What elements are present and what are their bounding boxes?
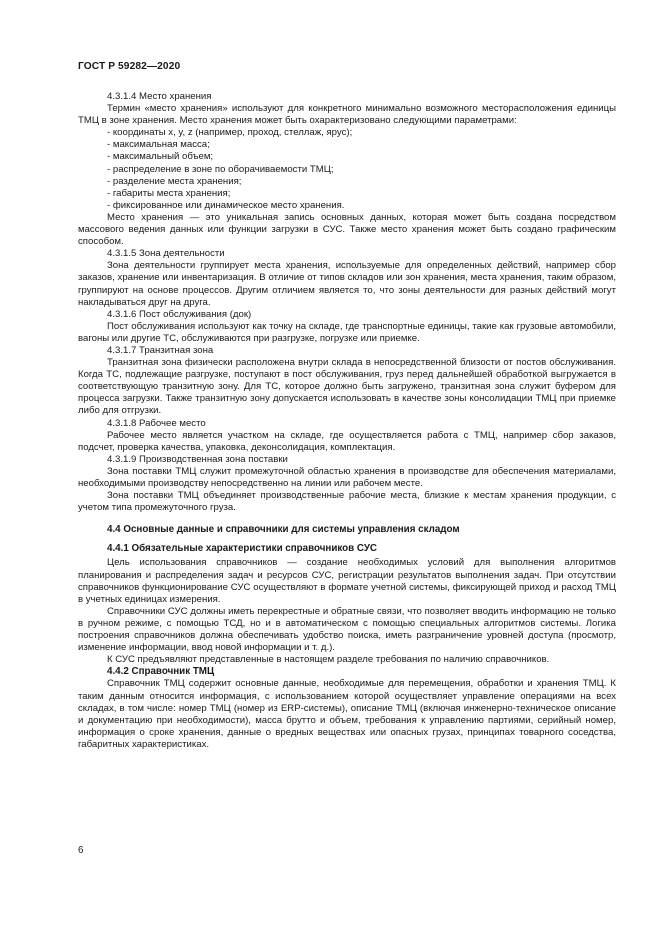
list-item: - фиксированное или динамическое место хранения.: [107, 199, 345, 211]
section-title-4-4: 4.4 Основные данные и справочники для системы управления складом: [107, 524, 460, 536]
paragraph: Рабочее место является участком на складе, где осуществляется работа с ТМЦ, например сбор заказов, подсчет, проверка качества, упаковка, деконсолидация, комплектация.: [78, 429, 616, 453]
standard-header: ГОСТ Р 59282—2020: [78, 61, 181, 72]
page-content: [78, 91, 616, 751]
paragraph: Зона поставки ТМЦ объединяет производственные рабочие места, близкие к местам хранения продукции, с учетом типа промежуточного груза.: [78, 490, 616, 514]
list-item: - максимальный объем;: [107, 151, 214, 163]
paragraph: Справочник ТМЦ содержит основные данные, необходимые для перемещения, обработки и хранения ТМЦ. К таким данным относится информация, с использованием которой осуществляет управление операциями на всех складах, в том числе: номер ТМЦ (номер из ERP-системы), описание ТМЦ (включая инженерно-техническое описание и документацию при необходимости), масса брутто и объем, требования к управлению партиями, серийный номер, информация о сроке хранения, данные о вредных веществах или опасных грузах, принципах товарного соседства, габаритных характеристиках.: [78, 678, 616, 750]
section-title-4-3-1-7: 4.3.1.7 Транзитная зона: [107, 344, 214, 356]
section-title-4-4-1: 4.4.1 Обязательные характеристики справочников СУС: [107, 543, 377, 555]
list-item: - распределение в зоне по оборачиваемости ТМЦ;: [107, 163, 334, 175]
paragraph: К СУС предъявляют представленные в настоящем разделе требования по наличию справочников.: [107, 654, 550, 666]
paragraph: Термин «место хранения» используют для конкретного минимально возможного месторасположения единицы ТМЦ в зоне хранения. Место хранения может быть охарактеризовано следующими параметрами:: [78, 103, 616, 127]
paragraph: Зона деятельности группирует места хранения, используемые для определенных действий, например сбор заказов, хранение или инвентаризация. В отличие от типов складов или зон хранения, места хранения, таким образом, группируют на основе процессов. Другим отличием является то, что зоны деятельности для разных действий могут накладываться друг на друга.: [78, 260, 616, 308]
paragraph: Место хранения — это уникальная запись основных данных, которая может быть создана посредством массового ведения данных или функции загрузки в СУС. Также место хранения может быть создано графическим способом.: [78, 211, 616, 248]
list-item: - координаты x, y, z (например, проход, стеллаж, ярус);: [107, 127, 353, 139]
section-title-4-3-1-5: 4.3.1.5 Зона деятельности: [107, 248, 225, 260]
list-item: - максимальная масса;: [107, 139, 210, 151]
section-title-4-3-1-6: 4.3.1.6 Пост обслуживания (док): [107, 308, 252, 320]
section-title-4-3-1-9: 4.3.1.9 Производственная зона поставки: [107, 453, 288, 465]
section-title-4-4-2: 4.4.2 Справочник ТМЦ: [107, 666, 215, 678]
section-title-4-3-1-8: 4.3.1.8 Рабочее место: [107, 417, 206, 429]
list-item: - разделение места хранения;: [107, 175, 242, 187]
paragraph: Транзитная зона физически расположена внутри склада в непосредственной близости от постов обслуживания. Когда ТС, подлежащие разгрузке, поступают в пост обслуживания, груз перед дальнейшей обработкой выгружается в соответствующую транзитную зону. Для ТС, которое должно быть загружено, транзитная зона служит буфером для процесса загрузки. Также транзитную зону допускается использовать в качестве зоны консолидации ТМЦ при приемке либо для отгрузки.: [78, 357, 616, 417]
page-number: 6: [78, 845, 84, 856]
paragraph: Справочники СУС должны иметь перекрестные и обратные связи, что позволяет вводить информацию не только в ручном режиме, с помощью ТСД, но и в автоматическом с помощью специальных алгоритмов системы. Логика построения справочников должна обеспечивать удобство поиска, иметь разграничение уровней доступа (просмотр, изменение информации, ввод новой информации и т. д.).: [78, 605, 616, 654]
parameter-list: [78, 127, 616, 212]
paragraph: Цель использования справочников — создание необходимых условий для выполнения алгоритмов планирования и распределения задач и ресурсов СУС, регистрации результатов выполнения задач. При отсутствии справочников функционирование СУС осуществляют в формате учетной системы, фиксирующей приход и расход ТМЦ в учетных единицах измерения.: [78, 557, 616, 605]
list-item: - габариты места хранения;: [107, 187, 231, 199]
paragraph: Зона поставки ТМЦ служит промежуточной областью хранения в производстве для обеспечения материалами, необходимыми производству непосредственно на линии или рабочем месте.: [78, 465, 616, 489]
section-title-4-3-1-4: 4.3.1.4 Место хранения: [107, 91, 212, 102]
paragraph: Пост обслуживания используют как точку на складе, где транспортные единицы, такие как грузовые автомобили, вагоны или другие ТС, обслуживаются при разгрузке, погрузке или приемке.: [78, 320, 616, 344]
